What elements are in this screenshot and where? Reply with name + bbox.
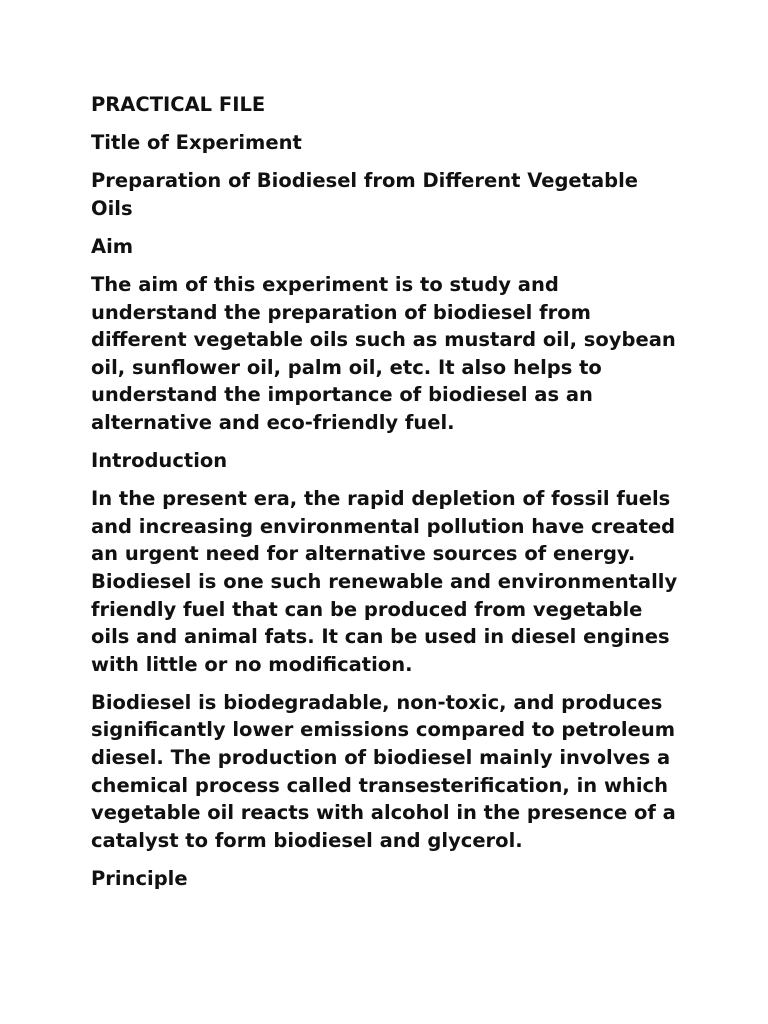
aim-paragraph: The aim of this experiment is to study and understand the preparation of biodiesel from different vegetable oils such as mustard oil, soybean oil, sunflower oil, palm oil, etc. It also helps to understand the importance of biodiesel as an alternative and eco-friendly fuel. [91,272,676,434]
aim-label: Aim [91,234,134,258]
introduction-paragraph-2: Biodiesel is biodegradable, non-toxic, and produces significantly lower emissions compared to petroleum diesel. The production of biodiesel mainly involves a chemical process called transesterification, in which vegetable oil reacts with alcohol in the presence of a catalyst to form biodiesel and glycerol. [91,690,676,852]
introduction-paragraph-1: In the present era, the rapid depletion of fossil fuels and increasing environmental pollution have created an urgent need for alternative sources of energy. Biodiesel is one such renewable and environmentally friendly fuel that can be produced from vegetable oils and animal fats. It can be used in diesel engines with little or no modification. [91,487,678,676]
document-heading: PRACTICAL FILE [91,93,266,116]
introduction-label: Introduction [91,449,228,473]
title-label: Title of Experiment [91,131,302,155]
principle-label: Principle [91,866,188,890]
document-body [91,91,681,903]
experiment-title: Preparation of Biodiesel from Different Vegetable Oils [91,169,638,220]
